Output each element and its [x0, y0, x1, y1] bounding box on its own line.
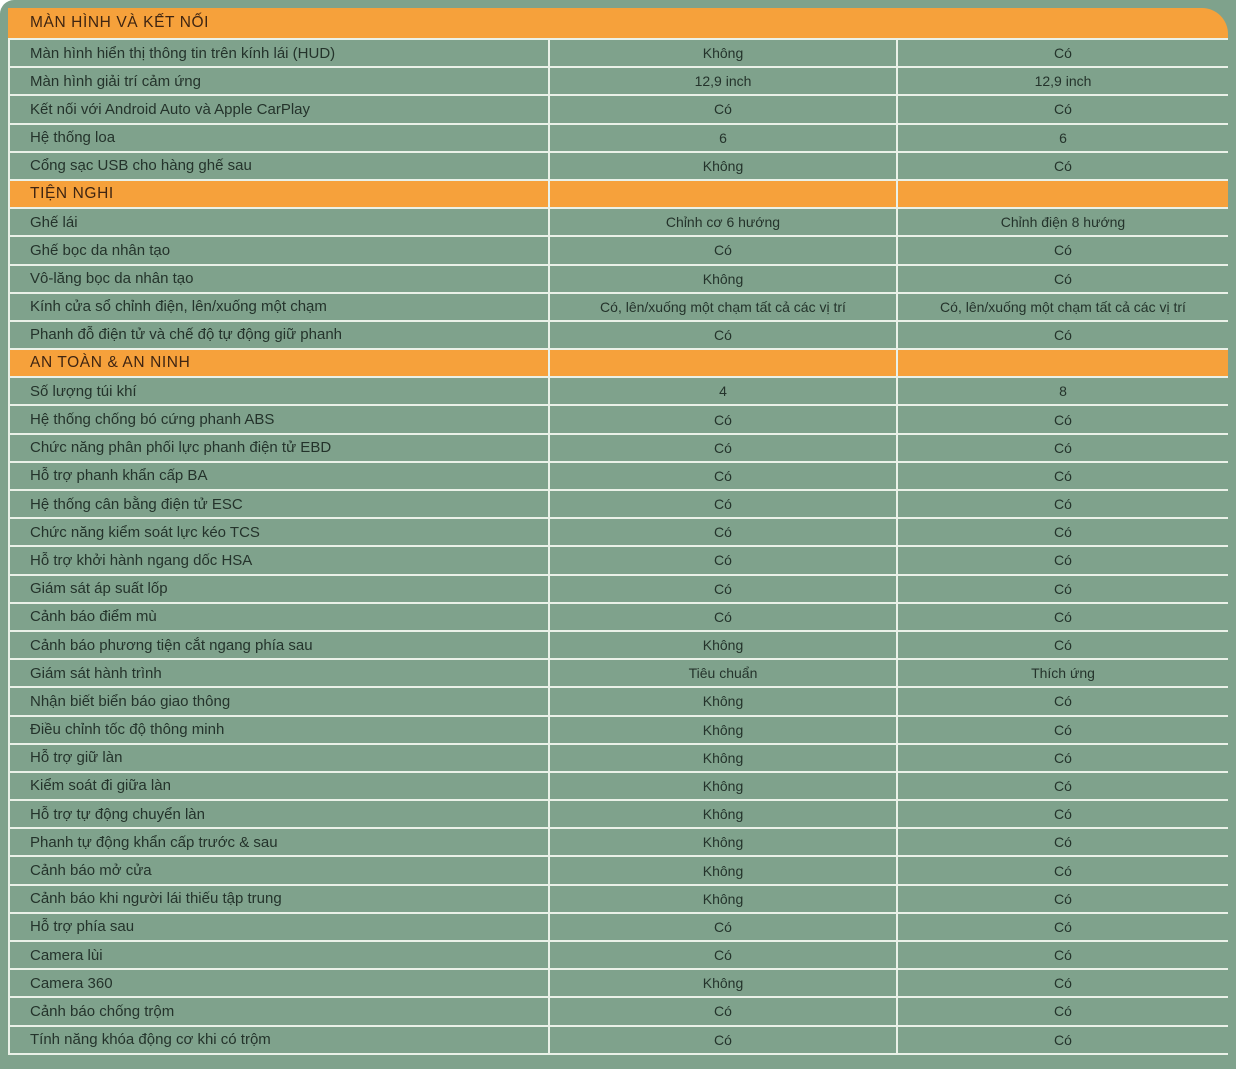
value-variant-2: [898, 266, 1228, 292]
value-variant-1: [550, 519, 896, 545]
section-header: [10, 350, 548, 376]
row-label: [10, 773, 548, 799]
row-label-text: Số lượng túi khí: [30, 382, 137, 400]
row-label-text: Camera lùi: [30, 946, 103, 964]
value-variant-2-text: Có: [1054, 975, 1072, 992]
value-variant-1-text: Có: [714, 918, 732, 935]
value-variant-1-text: 6: [719, 129, 727, 146]
row-label-text: Cổng sạc USB cho hàng ghế sau: [30, 157, 252, 175]
row-label: [10, 68, 548, 94]
value-variant-1: [550, 914, 896, 940]
row-label: [10, 688, 548, 714]
value-variant-2: [898, 209, 1228, 235]
value-variant-1: [550, 125, 896, 151]
row-label-text: Hỗ trợ giữ làn: [30, 749, 123, 767]
value-variant-1-text: Có: [714, 411, 732, 428]
value-variant-2-text: Có: [1054, 101, 1072, 118]
value-variant-1-text: 4: [719, 383, 727, 400]
value-variant-1-text: Có, lên/xuống một chạm tất cả các vị trí: [600, 298, 846, 315]
row-label-text: Chức năng kiểm soát lực kéo TCS: [30, 523, 260, 541]
value-variant-2: [898, 96, 1228, 122]
value-variant-2: [898, 294, 1228, 320]
row-label-text: Giám sát hành trình: [30, 664, 162, 682]
value-variant-1: [550, 886, 896, 912]
value-variant-2: [898, 717, 1228, 743]
value-variant-1: [550, 942, 896, 968]
row-label: [10, 745, 548, 771]
value-variant-1-text: Không: [702, 270, 744, 287]
value-variant-1-text: Không: [702, 637, 744, 654]
section-header: [10, 181, 548, 207]
value-variant-1: [550, 1027, 896, 1053]
value-variant-2: [898, 40, 1228, 66]
row-label: [10, 970, 548, 996]
value-variant-1: [550, 829, 896, 855]
row-label-text: Cảnh báo chống trộm: [30, 1002, 175, 1020]
value-variant-2: [898, 970, 1228, 996]
row-label: [10, 266, 548, 292]
value-variant-1-text: Có: [714, 552, 732, 569]
spec-comparison-table: [8, 8, 1228, 1055]
value-variant-2-text: Có: [1054, 608, 1072, 625]
value-variant-1: [550, 322, 896, 348]
row-label-text: Hệ thống chống bó cứng phanh ABS: [30, 411, 275, 429]
value-variant-2: [898, 829, 1228, 855]
row-label: [10, 491, 548, 517]
row-label: [10, 547, 548, 573]
value-variant-1-text: Không: [702, 890, 744, 907]
row-label-text: Ghế bọc da nhân tạo: [30, 241, 171, 259]
value-variant-2-text: Có: [1054, 862, 1072, 879]
value-variant-2: [898, 632, 1228, 658]
row-label: [10, 294, 548, 320]
value-variant-2-text: Có: [1054, 834, 1072, 851]
value-variant-2-text: Có: [1054, 947, 1072, 964]
value-variant-1-text: Có: [714, 467, 732, 484]
row-label: [10, 801, 548, 827]
value-variant-2: [898, 886, 1228, 912]
row-label-text: Nhận biết biển báo giao thông: [30, 692, 231, 710]
value-variant-2-text: Thích ứng: [1031, 665, 1095, 682]
value-variant-1: [550, 406, 896, 432]
value-variant-1-text: Có: [714, 326, 732, 343]
value-variant-2-text: Có: [1054, 721, 1072, 738]
section-header-text: TIỆN NGHI: [30, 185, 114, 203]
value-variant-2: [898, 435, 1228, 461]
value-variant-1: [550, 209, 896, 235]
value-variant-1: [550, 294, 896, 320]
value-variant-2-text: Có: [1054, 1003, 1072, 1020]
row-label-text: Giám sát áp suất lốp: [30, 580, 168, 598]
value-variant-2: [898, 322, 1228, 348]
row-label: [10, 463, 548, 489]
value-variant-1-text: Có: [714, 1003, 732, 1020]
value-variant-2-text: Có: [1054, 1031, 1072, 1048]
row-label: [10, 209, 548, 235]
row-label-text: Cảnh báo khi người lái thiếu tập trung: [30, 890, 282, 908]
value-variant-2-text: 6: [1059, 129, 1067, 146]
value-variant-1-text: Có: [714, 242, 732, 259]
row-label: [10, 519, 548, 545]
value-variant-1: [550, 266, 896, 292]
value-variant-1: [550, 547, 896, 573]
value-variant-1: [550, 153, 896, 179]
value-variant-2-text: Có: [1054, 777, 1072, 794]
value-variant-2: [898, 153, 1228, 179]
value-variant-2: [898, 491, 1228, 517]
row-label: [10, 829, 548, 855]
section-header-spacer-2: [898, 350, 1228, 376]
row-label: [10, 998, 548, 1024]
value-variant-2: [898, 576, 1228, 602]
value-variant-1-text: Không: [702, 806, 744, 823]
value-variant-2: [898, 688, 1228, 714]
section-header-spacer-1: [550, 181, 896, 207]
value-variant-2: [898, 773, 1228, 799]
value-variant-1: [550, 801, 896, 827]
value-variant-1-text: Có: [714, 101, 732, 118]
value-variant-1: [550, 435, 896, 461]
row-label: [10, 576, 548, 602]
value-variant-2: [898, 1027, 1228, 1053]
value-variant-1-text: Có: [714, 580, 732, 597]
row-label: [10, 604, 548, 630]
value-variant-2-text: Có: [1054, 693, 1072, 710]
value-variant-2-text: Có: [1054, 749, 1072, 766]
value-variant-1: [550, 491, 896, 517]
value-variant-2-text: Có: [1054, 326, 1072, 343]
row-label-text: Hỗ trợ tự động chuyển làn: [30, 805, 205, 823]
row-label-text: Hỗ trợ phanh khẩn cấp BA: [30, 467, 208, 485]
value-variant-2-text: Có: [1054, 270, 1072, 287]
row-label-text: Cảnh báo phương tiện cắt ngang phía sau: [30, 636, 313, 654]
value-variant-1-text: Không: [702, 862, 744, 879]
value-variant-2-text: Có: [1054, 890, 1072, 907]
section-title: MÀN HÌNH VÀ KẾT NỐI: [30, 14, 210, 31]
value-variant-2: [898, 378, 1228, 404]
row-label-text: Kết nối với Android Auto và Apple CarPlay: [30, 100, 311, 118]
value-variant-1-text: Không: [702, 975, 744, 992]
value-variant-2-text: Có: [1054, 637, 1072, 654]
value-variant-2: [898, 406, 1228, 432]
value-variant-1: [550, 463, 896, 489]
value-variant-2: [898, 998, 1228, 1024]
value-variant-1: [550, 970, 896, 996]
value-variant-2-text: Có: [1054, 496, 1072, 513]
value-variant-2-text: Có: [1054, 411, 1072, 428]
value-variant-2-text: Có: [1054, 467, 1072, 484]
value-variant-1: [550, 717, 896, 743]
row-label-text: Chức năng phân phối lực phanh điện tử EBD: [30, 439, 332, 457]
row-label-text: Cảnh báo mở cửa: [30, 862, 152, 880]
row-label: [10, 322, 548, 348]
value-variant-2: [898, 604, 1228, 630]
value-variant-2-text: Có: [1054, 918, 1072, 935]
value-variant-2-text: Có: [1054, 806, 1072, 823]
value-variant-2-text: Có: [1054, 45, 1072, 62]
value-variant-1: [550, 96, 896, 122]
value-variant-2-text: Có: [1054, 439, 1072, 456]
row-label: [10, 125, 548, 151]
value-variant-2: [898, 745, 1228, 771]
row-label-text: Hỗ trợ phía sau: [30, 918, 135, 936]
value-variant-1-text: Tiêu chuẩn: [688, 665, 758, 682]
value-variant-2-text: Có: [1054, 242, 1072, 259]
row-label-text: Điều chỉnh tốc độ thông minh: [30, 721, 225, 739]
value-variant-2-text: 8: [1059, 383, 1067, 400]
value-variant-1-text: Không: [702, 777, 744, 794]
value-variant-1: [550, 857, 896, 883]
value-variant-1-text: Không: [702, 693, 744, 710]
row-label: [10, 942, 548, 968]
row-label-text: Màn hình hiển thị thông tin trên kính lái (HUD): [30, 44, 336, 62]
value-variant-1: [550, 660, 896, 686]
row-label-text: Kính cửa sổ chỉnh điện, lên/xuống một chạm: [30, 298, 327, 316]
row-label-text: Hỗ trợ khởi hành ngang dốc HSA: [30, 551, 253, 569]
value-variant-1: [550, 237, 896, 263]
row-label-text: Camera 360: [30, 974, 113, 992]
row-label: [10, 717, 548, 743]
value-variant-1: [550, 378, 896, 404]
value-variant-1-text: Không: [702, 721, 744, 738]
value-variant-1: [550, 745, 896, 771]
value-variant-1-text: Có: [714, 439, 732, 456]
row-label-text: Ghế lái: [30, 213, 78, 231]
value-variant-1-text: Có: [714, 496, 732, 513]
value-variant-2-text: Chỉnh điện 8 hướng: [1000, 214, 1126, 231]
row-label-text: Hệ thống cân bằng điện tử ESC: [30, 495, 243, 513]
value-variant-1-text: Không: [702, 45, 744, 62]
section-header-text: AN TOÀN & AN NINH: [30, 354, 191, 372]
value-variant-1: [550, 604, 896, 630]
value-variant-2: [898, 68, 1228, 94]
value-variant-2: [898, 237, 1228, 263]
row-label-text: Vô-lăng bọc da nhân tạo: [30, 270, 194, 288]
row-label-text: Cảnh báo điểm mù: [30, 608, 157, 626]
spec-grid: [8, 38, 1228, 1055]
value-variant-1: [550, 632, 896, 658]
value-variant-2: [898, 660, 1228, 686]
value-variant-2: [898, 519, 1228, 545]
row-label-text: Hệ thống loa: [30, 129, 116, 147]
value-variant-2-text: Có: [1054, 157, 1072, 174]
value-variant-1: [550, 998, 896, 1024]
value-variant-1: [550, 68, 896, 94]
row-label: [10, 435, 548, 461]
value-variant-1: [550, 576, 896, 602]
value-variant-1-text: 12,9 inch: [694, 73, 752, 90]
row-label: [10, 857, 548, 883]
row-label: [10, 40, 548, 66]
value-variant-2-text: Có: [1054, 580, 1072, 597]
value-variant-1-text: Không: [702, 749, 744, 766]
section-header-spacer-2: [898, 181, 1228, 207]
value-variant-1-text: Chỉnh cơ 6 hướng: [665, 214, 781, 231]
value-variant-1-text: Không: [702, 157, 744, 174]
row-label: [10, 632, 548, 658]
value-variant-2: [898, 942, 1228, 968]
value-variant-1-text: Có: [714, 947, 732, 964]
row-label-text: Kiểm soát đi giữa làn: [30, 777, 171, 795]
row-label-text: Tính năng khóa động cơ khi có trộm: [30, 1031, 271, 1049]
section-header-spacer-1: [550, 350, 896, 376]
value-variant-1: [550, 688, 896, 714]
row-label: [10, 96, 548, 122]
value-variant-2-text: 12,9 inch: [1034, 73, 1092, 90]
value-variant-2: [898, 125, 1228, 151]
row-label-text: Phanh đỗ điện tử và chế độ tự động giữ phanh: [30, 326, 343, 344]
value-variant-1-text: Có: [714, 524, 732, 541]
value-variant-2: [898, 801, 1228, 827]
value-variant-1: [550, 773, 896, 799]
row-label: [10, 1027, 548, 1053]
row-label: [10, 914, 548, 940]
value-variant-2-text: Có, lên/xuống một chạm tất cả các vị trí: [940, 298, 1186, 315]
row-label: [10, 153, 548, 179]
row-label: [10, 237, 548, 263]
section-header-display-connectivity: [8, 8, 1228, 38]
row-label: [10, 378, 548, 404]
value-variant-1-text: Có: [714, 608, 732, 625]
value-variant-2: [898, 914, 1228, 940]
value-variant-1-text: Không: [702, 834, 744, 851]
row-label-text: Phanh tự động khẩn cấp trước & sau: [30, 833, 278, 851]
value-variant-1: [550, 40, 896, 66]
row-label: [10, 660, 548, 686]
value-variant-2: [898, 857, 1228, 883]
row-label: [10, 406, 548, 432]
value-variant-2-text: Có: [1054, 524, 1072, 541]
value-variant-2: [898, 547, 1228, 573]
row-label: [10, 886, 548, 912]
value-variant-2: [898, 463, 1228, 489]
value-variant-1-text: Có: [714, 1031, 732, 1048]
row-label-text: Màn hình giải trí cảm ứng: [30, 72, 201, 90]
value-variant-2-text: Có: [1054, 552, 1072, 569]
